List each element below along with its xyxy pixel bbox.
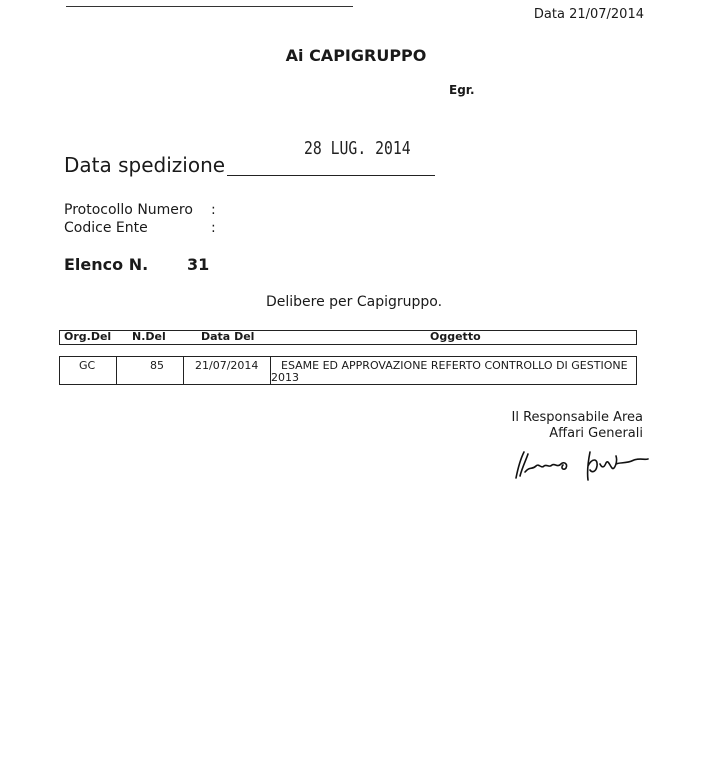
codice-label: Codice Ente <box>64 220 148 236</box>
elenco-label: Elenco N. <box>64 255 149 274</box>
column-n-del: N.Del <box>132 330 166 343</box>
delibere-title: Delibere per Capigruppo. <box>265 294 443 310</box>
column-data-del: Data Del <box>201 330 255 343</box>
recipient-label: Egr. <box>449 83 475 97</box>
table-row <box>59 356 637 385</box>
elenco-heading <box>64 255 210 274</box>
table-header <box>59 330 637 345</box>
protocol-block <box>64 201 216 237</box>
spedizione-blank-line <box>227 175 435 176</box>
date-stamp: 28 LUG. 2014 <box>304 138 411 159</box>
cell-org-del <box>60 357 117 384</box>
signature <box>508 446 653 486</box>
protocollo-colon: : <box>211 202 216 218</box>
codice-colon: : <box>211 220 216 236</box>
top-rule <box>66 6 353 7</box>
oggetto-line-2: 2013 <box>271 371 299 384</box>
cell-data-del <box>183 357 271 384</box>
cell-oggetto <box>271 357 635 384</box>
data-del-value: 21/07/2014 <box>195 359 259 372</box>
document-title: Ai CAPIGRUPPO <box>285 46 427 65</box>
column-org-del: Org.Del <box>64 330 112 343</box>
protocollo-label: Protocollo Numero <box>64 202 193 218</box>
elenco-number: 31 <box>187 255 210 274</box>
responsabile-block <box>511 410 643 442</box>
column-oggetto: Oggetto <box>430 330 481 343</box>
document-date: Data 21/07/2014 <box>533 7 644 22</box>
cell-n-del <box>116 357 184 384</box>
oggetto-line-1: ESAME ED APPROVAZIONE REFERTO CONTROLLO DI GESTIONE <box>281 359 628 372</box>
n-del-value: 85 <box>150 359 164 372</box>
responsabile-line-2: Affari Generali <box>549 426 643 441</box>
spedizione-label: Data spedizione <box>64 153 226 177</box>
org-del-value: GC <box>79 359 96 372</box>
responsabile-line-1: Il Responsabile Area <box>511 410 643 425</box>
